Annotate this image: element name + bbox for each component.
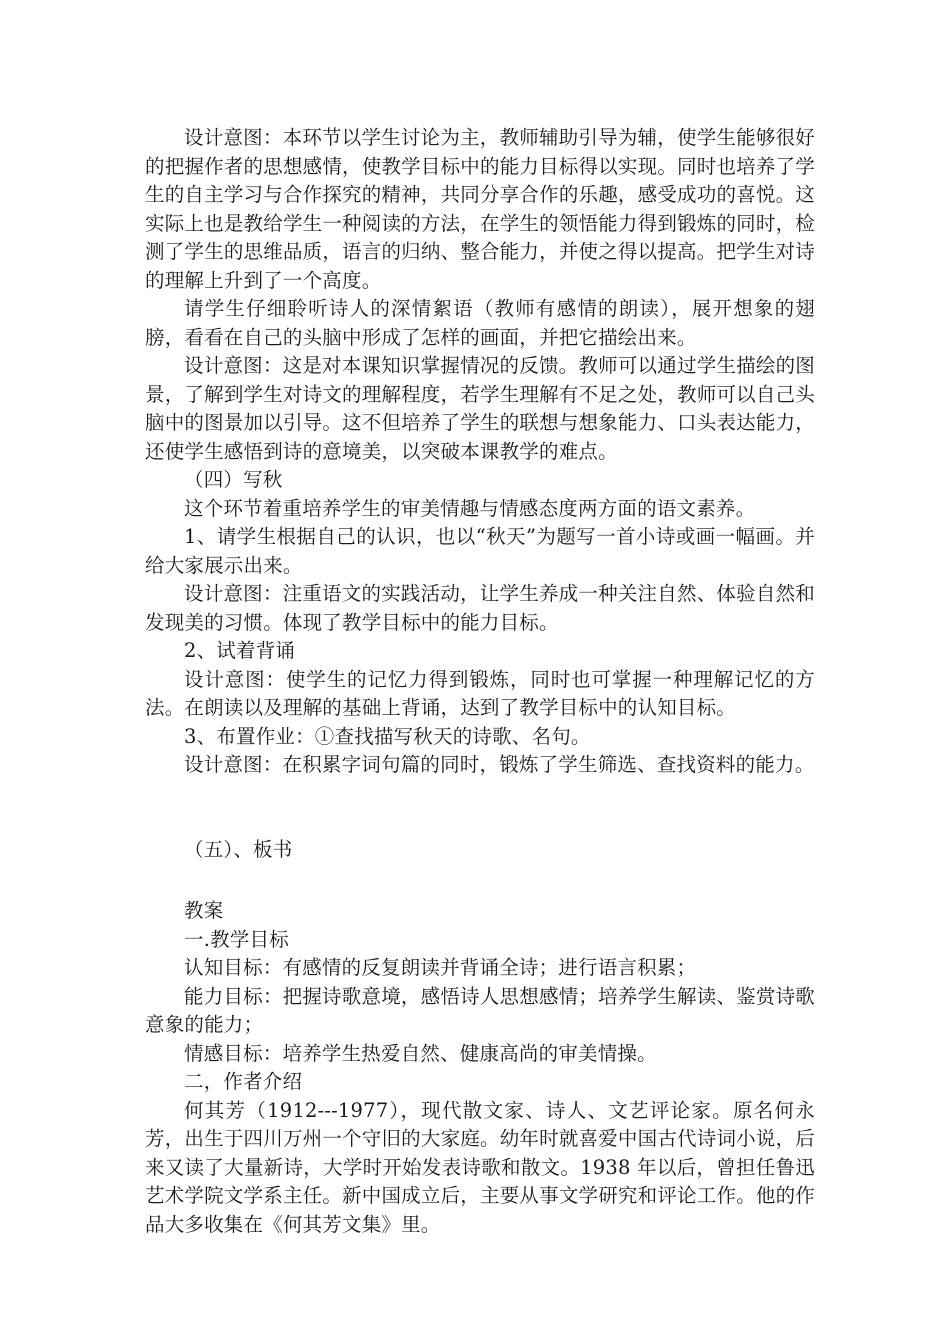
teaching-plan-section <box>145 897 815 1239</box>
lesson-plan-section <box>145 124 815 864</box>
design-intent-discussion: 设计意图：本环节以学生讨论为主，教师辅助引导为辅，使学生能够很好的把握作者的思想感情，使教学目标中的能力目标得以实现。同时也培养了学生的自主学习与合作探究的精神，共同分享合作的乐趣，感受成功的喜悦。这实际上也是教给学生一种阅读的方法，在学生的领悟能力得到锻炼的同时，检测了学生的思维品质，语言的归纳、整合能力，并使之得以提高。把学生对诗的理解上升到了一个高度。 <box>145 126 815 292</box>
task-3-homework: 3、布置作业：①查找描写秋天的诗歌、名句。 <box>184 724 591 748</box>
write-autumn-intro: 这个环节着重培养学生的审美情趣与情感态度两方面的语文素养。 <box>184 496 756 520</box>
heading-author-intro: 二，作者介绍 <box>184 1070 303 1093</box>
design-intent-practice: 设计意图：注重语文的实践活动，让学生养成一种关注自然、体验自然和发现美的习惯。体现了教学目标中的能力目标。 <box>145 582 815 634</box>
ability-goal: 能力目标：把握诗歌意境，感悟诗人思想感情；培养学生解读、鉴赏诗歌意象的能力； <box>145 984 815 1036</box>
task-2-recite: 2、试着背诵 <box>184 639 296 662</box>
heading-teaching-goals: 一.教学目标 <box>184 927 289 951</box>
design-intent-feedback: 设计意图：这是对本课知识掌握情况的反馈。教师可以通过学生描绘的图景，了解到学生对诗文的理解程度，若学生理解有不足之处，教师可以自己头脑中的图景加以引导。这不但培养了学生的联想与想象能力、口头表达能力，还使学生感悟到诗的意境美，以突破本课教学的难点。 <box>145 354 815 463</box>
design-intent-memory: 设计意图：使学生的记忆力得到锻炼，同时也可掌握一种理解记忆的方法。在朗读以及理解的基础上背诵，达到了教学目标中的认知目标。 <box>145 667 815 719</box>
emotional-goal: 情感目标：培养学生热爱自然、健康高尚的审美情操。 <box>184 1041 657 1065</box>
listen-and-imagine-paragraph: 请学生仔细聆听诗人的深情絮语（教师有感情的朗读），展开想象的翅膀，看看在自己的头脑中形成了怎样的画面，并把它描绘出来。 <box>145 297 815 349</box>
author-biography: 何其芳（1912---1977），现代散文家、诗人、文艺评论家。原名何永芳，出生于四川万州一个守旧的大家庭。幼年时就喜爱中国古代诗词小说，后来又读了大量新诗，大学时开始发表诗歌和散文。1938 年以后，曾担任鲁迅艺术学院文学系主任。新中国成立后，主要从事文学研究和评论工作。他的作品大多收集在《何其芳文集》里。 <box>145 1098 815 1236</box>
task-1-poem-or-painting: 1、请学生根据自己的认识，也以“秋天”为题写一首小诗或画一幅画。并给大家展示出来。 <box>145 525 815 577</box>
cognitive-goal: 认知目标：有感情的反复朗读并背诵全诗；进行语言积累； <box>184 956 697 979</box>
heading-write-autumn: （四）写秋 <box>184 468 283 491</box>
heading-blackboard: （五）、板书 <box>184 837 293 861</box>
heading-teaching-plan: 教案 <box>184 899 224 922</box>
design-intent-homework: 设计意图：在积累字词句篇的同时，锻炼了学生筛选、查找资料的能力。 <box>184 753 815 776</box>
